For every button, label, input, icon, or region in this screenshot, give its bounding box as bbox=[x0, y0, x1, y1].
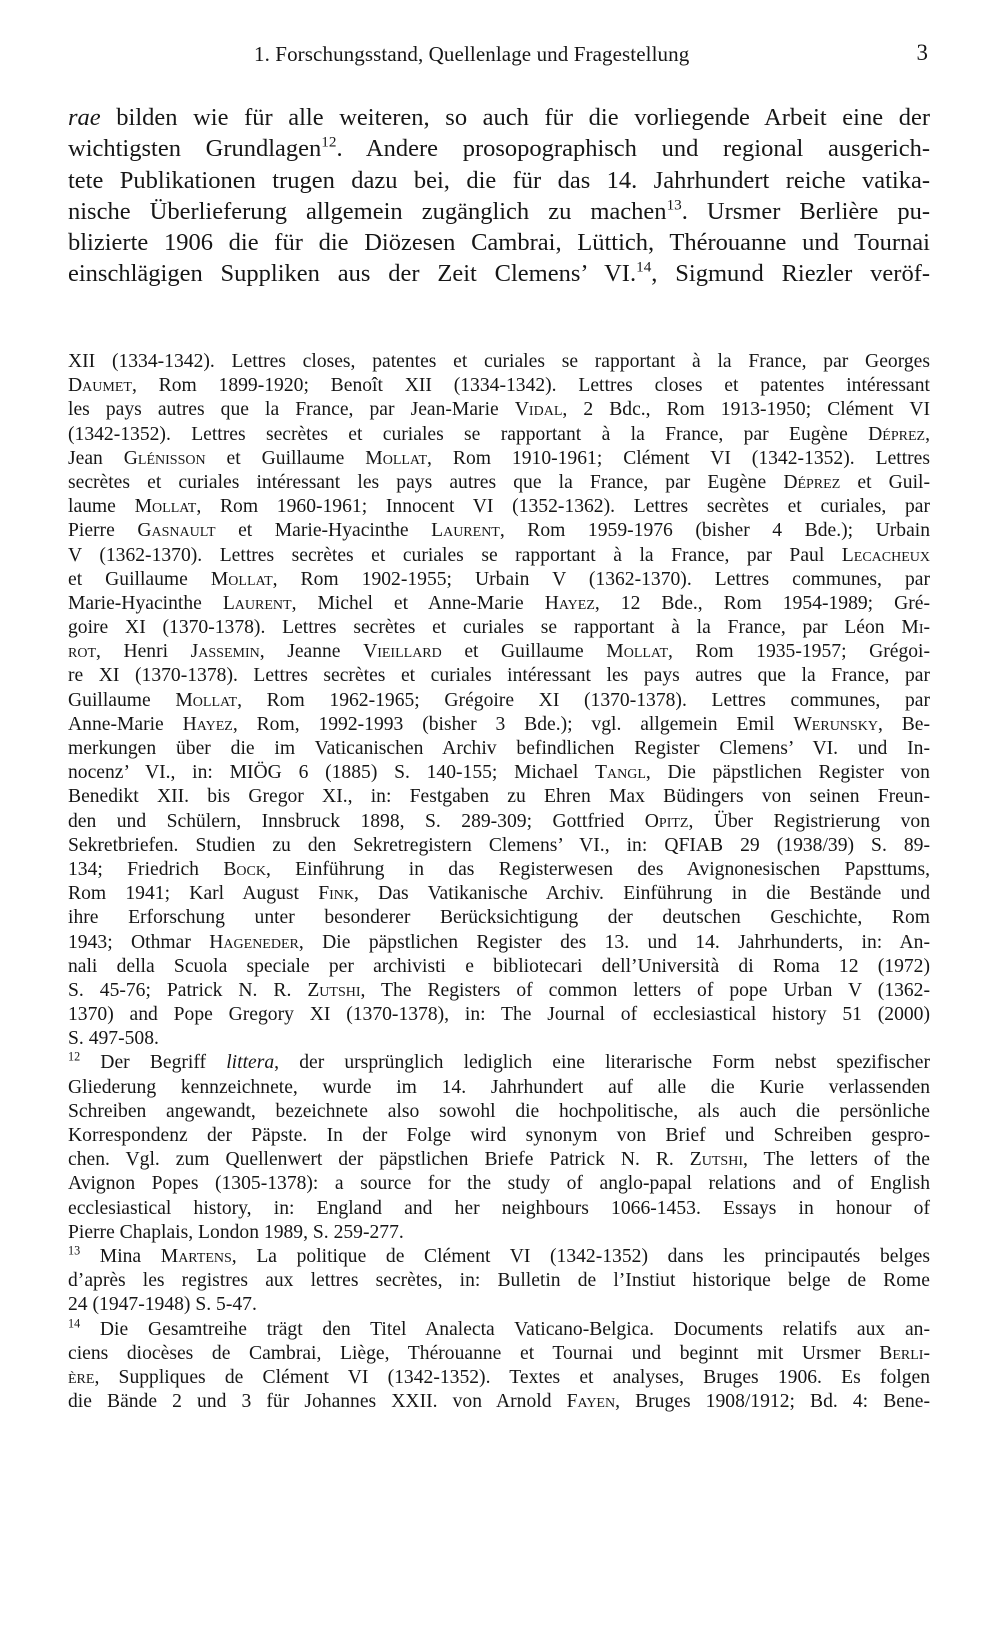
text-run: , Henri bbox=[96, 641, 191, 663]
text-run: 1943; Othmar bbox=[68, 931, 210, 953]
footnote-line bbox=[68, 834, 930, 858]
author-name: Glénisson bbox=[123, 447, 206, 469]
text-run: , Sigmund Riezler veröf- bbox=[651, 260, 931, 288]
text-run: , Die päpstlichen Register des 13. und 14. Jahrhunderts, in: An- bbox=[298, 931, 931, 953]
text-run: einschlägigen Suppliken aus der Zeit Clemens’ VI. bbox=[68, 260, 637, 288]
text-run: Korrespondenz der Päpste. In der Folge wird synonym von Brief und Schreiben gespro- bbox=[68, 1125, 930, 1146]
author-name: Werunsky bbox=[793, 713, 878, 735]
text-run: blizierte 1906 die für die Diözesen Cambrai, Lüttich, Thérouanne und Tournai bbox=[68, 229, 930, 257]
footnote-line bbox=[68, 1390, 930, 1414]
footnote-line bbox=[68, 1124, 930, 1148]
body-line bbox=[68, 227, 930, 258]
footnote-line bbox=[68, 495, 930, 519]
text-run: , The letters of the bbox=[743, 1149, 931, 1171]
body-line bbox=[68, 102, 930, 133]
author-name: Laurent bbox=[222, 592, 292, 614]
author-name: Fink bbox=[318, 883, 354, 905]
text-run: Schreiben angewandt, bezeichnete also sowohl die hochpolitische, als auch die persönliche bbox=[68, 1100, 930, 1122]
text-run: , Suppliques de Clément VI (1342-1352). Textes et analyses, Bruges 1906. Es folgen bbox=[94, 1366, 930, 1388]
text-run: , Die päpstlichen Register von bbox=[645, 762, 930, 784]
author-name: Mollat bbox=[365, 447, 428, 469]
footnote-line bbox=[68, 737, 930, 761]
footnote-line bbox=[68, 689, 930, 713]
author-name: rot bbox=[68, 641, 96, 663]
author-name: Martens bbox=[160, 1245, 232, 1267]
text-run: re XI (1370-1378). Lettres secrètes et curiales intéressant les pays autres que la France, par bbox=[68, 665, 930, 687]
text-run: XII (1334-1342). Lettres closes, patentes et curiales se rapportant à la France, par Georges bbox=[68, 351, 930, 372]
footnote-line bbox=[68, 1315, 930, 1342]
text-run: Avignon Popes (1305-1378): a source for the study of anglo-papal relations and of English bbox=[68, 1173, 930, 1195]
text-run: , Das Vatikanische Archiv. Einführung in die Bestände und bbox=[354, 883, 930, 905]
text-run: et Guil- bbox=[840, 471, 931, 493]
footnote-line bbox=[68, 1293, 930, 1317]
body-line bbox=[68, 133, 930, 164]
footnotes bbox=[68, 350, 930, 1414]
italic-term: rae bbox=[68, 104, 101, 131]
footnote-marker: 14 bbox=[68, 1315, 81, 1330]
text-run: Pierre bbox=[68, 520, 138, 542]
footnote-line bbox=[68, 1172, 930, 1196]
footnote-line bbox=[68, 1342, 930, 1366]
text-run: , Rom 1935-1957; Grégoi- bbox=[668, 641, 931, 663]
author-name: Mollat bbox=[606, 641, 669, 663]
footnote-line bbox=[68, 1221, 930, 1245]
text-run: Die Gesamtreihe trägt den Titel Analecta Vaticano-Belgica. Documents relatifs aux an- bbox=[80, 1318, 930, 1340]
author-name: ère bbox=[68, 1366, 95, 1388]
footnote-line bbox=[68, 1100, 930, 1124]
footnote-line bbox=[68, 979, 930, 1003]
text-run: bilden wie für alle weiteren, so auch für die vorliegende Arbeit eine der bbox=[100, 104, 930, 131]
text-run: Rom 1941; Karl August bbox=[68, 883, 319, 905]
text-run: , Jeanne bbox=[259, 641, 364, 663]
italic-term: littera bbox=[226, 1052, 275, 1074]
footnote-marker: 13 bbox=[68, 1243, 81, 1258]
text-run: et Marie-Hyacinthe bbox=[215, 520, 432, 542]
footnote-line bbox=[68, 931, 930, 955]
text-run: , 2 Bdc., Rom 1913-1950; Clément VI bbox=[562, 399, 930, 421]
author-name: Lecacheux bbox=[841, 544, 930, 566]
author-name: Jassemin bbox=[190, 641, 260, 663]
footnote-line bbox=[68, 616, 930, 640]
author-name: Zutshi bbox=[689, 1149, 743, 1171]
text-run: . Ursmer Berlière pu- bbox=[681, 197, 931, 225]
author-name: Berli- bbox=[879, 1342, 930, 1364]
text-run: goire XI (1370-1378). Lettres secrètes et curiales se rapportant à la France, par Léon bbox=[68, 617, 902, 639]
text-run: les pays autres que la France, par Jean-Marie bbox=[68, 399, 515, 421]
footnote-line bbox=[68, 374, 930, 398]
text-run: , Über Registrierung von bbox=[688, 810, 930, 832]
body-line bbox=[68, 196, 930, 227]
text-run: (1342-1352). Lettres secrètes et curiales se rapportant à la France, par Eugène bbox=[68, 423, 869, 445]
chapter-title: 1. Forschungsstand, Quellenlage und Fragestellung bbox=[254, 42, 690, 66]
author-name: Mollat bbox=[175, 689, 238, 711]
text-run: S. 497-508. bbox=[68, 1028, 159, 1050]
footnote-line bbox=[68, 640, 930, 664]
footnote-line bbox=[68, 1076, 930, 1100]
footnote-marker: 13 bbox=[666, 196, 682, 214]
text-run: ihre Erforschung unter besonderer Berücksichtigung der deutschen Geschichte, Rom bbox=[68, 907, 930, 929]
text-run: Benedikt XII. bis Gregor XI., in: Festgaben zu Ehren Max Büdingers von seinen Freun- bbox=[68, 786, 930, 808]
text-run: secrètes et curiales intéressant les pays autres que la France, par Eugène bbox=[68, 471, 784, 493]
footnote-line bbox=[68, 1051, 930, 1075]
text-run: , Einführung in das Registerwesen des Avignonesischen Papsttums, bbox=[265, 858, 930, 880]
text-run: Pierre Chaplais, London 1989, S. 259-277. bbox=[68, 1221, 404, 1243]
text-run: nocenz’ VI., in: MIÖG 6 (1885) S. 140-155; Michael bbox=[68, 762, 596, 784]
footnote-line bbox=[68, 858, 930, 882]
text-run: nische Überlieferung allgemein zugänglich zu machen bbox=[68, 197, 667, 225]
author-name: Hayez bbox=[544, 592, 595, 614]
author-name: Déprez bbox=[868, 423, 926, 445]
footnote-marker: 14 bbox=[636, 259, 652, 277]
text-run: ciens diocèses de Cambrai, Liège, Thérouanne et Tournai und beginnt mit Ursmer bbox=[68, 1342, 880, 1364]
text-run: die Bände 2 und 3 für Johannes XXII. von Arnold bbox=[68, 1391, 567, 1413]
running-head bbox=[68, 42, 928, 72]
footnote-line bbox=[68, 519, 930, 543]
footnote-line bbox=[68, 447, 930, 471]
footnote-line bbox=[68, 1003, 930, 1027]
text-run: , Rom, 1992-1993 (bisher 3 Bde.); vgl. allgemein Emil bbox=[232, 713, 794, 735]
text-run: 24 (1947-1948) S. 5-47. bbox=[68, 1294, 257, 1316]
footnote-line bbox=[68, 1245, 930, 1269]
text-run: et Guillaume bbox=[68, 568, 211, 590]
text-run: 134; Friedrich bbox=[68, 858, 224, 880]
text-run: et Guillaume bbox=[205, 447, 366, 469]
footnote-line bbox=[68, 1148, 930, 1172]
text-run: , La politique de Clément VI (1342-1352) dans les principautés belges bbox=[231, 1245, 930, 1267]
text-run: Mina bbox=[80, 1245, 161, 1267]
footnote-line bbox=[68, 1366, 930, 1390]
page-number: 3 bbox=[916, 40, 928, 65]
text-run: laume bbox=[68, 496, 135, 518]
footnote-line bbox=[68, 350, 930, 374]
text-run: Der Begriff bbox=[80, 1052, 227, 1074]
text-run: , Rom 1910-1961; Clément VI (1342-1352). Lettres bbox=[427, 447, 930, 469]
author-name: Fayen bbox=[566, 1391, 616, 1413]
text-run: , Michel et Anne-Marie bbox=[291, 592, 545, 614]
text-run: merkungen über die im Vaticanischen Archiv befindlichen Register Clemens’ VI. und In- bbox=[68, 738, 930, 759]
body-line bbox=[68, 258, 930, 289]
footnote-line bbox=[68, 568, 930, 592]
text-run: chen. Vgl. zum Quellenwert der päpstlichen Briefe Patrick N. R. bbox=[68, 1149, 690, 1171]
text-run: d’après les registres aux lettres secrètes, in: Bulletin de l’Instiut historique belge de Rome bbox=[68, 1270, 930, 1292]
text-run: , bbox=[925, 423, 930, 445]
author-name: Daumet bbox=[68, 375, 132, 397]
footnote-line bbox=[68, 471, 930, 495]
footnote-line bbox=[68, 592, 930, 616]
text-run: Gliederung kennzeichnete, wurde im 14. Jahrhundert auf alle die Kurie verlassenden bbox=[68, 1076, 930, 1098]
author-name: Mollat bbox=[134, 496, 197, 518]
footnote-line bbox=[68, 761, 930, 785]
text-run: , Rom 1899-1920; Benoît XII (1334-1342). Lettres closes et patentes intéressant bbox=[131, 375, 930, 397]
footnote-line bbox=[68, 1027, 930, 1051]
text-run: , Be- bbox=[877, 713, 930, 735]
text-run: . Andere prosopographisch und regional ausgerich- bbox=[336, 135, 930, 163]
author-name: Opitz bbox=[644, 810, 689, 832]
author-name: Hageneder bbox=[209, 931, 299, 953]
text-run: V (1362-1370). Lettres secrètes et curiales se rapportant à la France, par Paul bbox=[68, 544, 842, 566]
footnote-line bbox=[68, 713, 930, 737]
footnote-line bbox=[68, 906, 930, 930]
footnote-marker: 12 bbox=[321, 133, 337, 151]
text-run: S. 45-76; Patrick N. R. bbox=[68, 979, 308, 1001]
text-run: tete Publikationen trugen dazu bei, die für das 14. Jahrhundert reiche vatika- bbox=[68, 166, 930, 194]
author-name: Zutshi bbox=[307, 979, 361, 1001]
footnote-line bbox=[68, 423, 930, 447]
footnote-line bbox=[68, 810, 930, 834]
footnote-line bbox=[68, 398, 930, 422]
footnote-line bbox=[68, 544, 930, 568]
text-run: , Rom 1959-1976 (bisher 4 Bde.); Urbain bbox=[499, 520, 931, 542]
footnote-line bbox=[68, 882, 930, 906]
text-run: , Rom 1902-1955; Urbain V (1362-1370). Lettres communes, par bbox=[272, 568, 930, 590]
text-run: , Rom 1962-1965; Grégoire XI (1370-1378). Lettres communes, par bbox=[237, 689, 930, 711]
author-name: Laurent bbox=[431, 520, 500, 542]
text-run: nali della Scuola speciale per archivisti e bibliotecari dell’Università di Roma 12 (1972) bbox=[68, 955, 930, 977]
text-run: Guillaume bbox=[68, 689, 176, 711]
footnote-line bbox=[68, 955, 930, 979]
text-run: , 12 Bde., Rom 1954-1989; Gré- bbox=[594, 592, 930, 614]
author-name: Vidal bbox=[514, 399, 563, 421]
text-run: , der ursprünglich lediglich eine literarische Form nebst spezifischer bbox=[274, 1052, 931, 1074]
text-run: , The Registers of common letters of pope Urban V (1362- bbox=[360, 979, 930, 1001]
footnote-line bbox=[68, 664, 930, 688]
text-run: , Bruges 1908/1912; Bd. 4: Bene- bbox=[615, 1391, 930, 1413]
text-run: Marie-Hyacinthe bbox=[68, 592, 223, 614]
author-name: Hayez bbox=[182, 713, 233, 735]
main-text bbox=[68, 102, 930, 290]
text-run: den und Schülern, Innsbruck 1898, S. 289-309; Gottfried bbox=[68, 810, 645, 832]
text-run: Jean bbox=[68, 447, 124, 469]
text-run: wichtigsten Grundlagen bbox=[68, 135, 322, 163]
author-name: Tangl bbox=[595, 762, 646, 784]
author-name: Vieillard bbox=[363, 641, 442, 663]
author-name: Mollat bbox=[210, 568, 273, 590]
footnote-line bbox=[68, 1269, 930, 1293]
text-run: et Guillaume bbox=[441, 641, 607, 663]
author-name: Gasnault bbox=[137, 520, 216, 542]
author-name: Mi- bbox=[901, 617, 930, 639]
text-run: Sekretbriefen. Studien zu den Sekretregistern Clemens’ VI., in: QFIAB 29 (1938/39) S. 89- bbox=[68, 834, 930, 856]
author-name: Bock bbox=[223, 858, 266, 880]
text-run: , Rom 1960-1961; Innocent VI (1352-1362). Lettres secrètes et curiales, par bbox=[196, 496, 931, 518]
text-run: Anne-Marie bbox=[68, 713, 183, 735]
footnote-line bbox=[68, 1197, 930, 1221]
body-line bbox=[68, 165, 930, 196]
footnote-marker: 12 bbox=[68, 1049, 81, 1064]
author-name: Déprez bbox=[783, 471, 841, 493]
text-run: 1370) and Pope Gregory XI (1370-1378), in: The Journal of ecclesiastical history 51 (2000) bbox=[68, 1004, 930, 1026]
footnote-line bbox=[68, 785, 930, 809]
text-run: ecclesiastical history, in: England and her neighbours 1066-1453. Essays in honour of bbox=[68, 1197, 930, 1219]
